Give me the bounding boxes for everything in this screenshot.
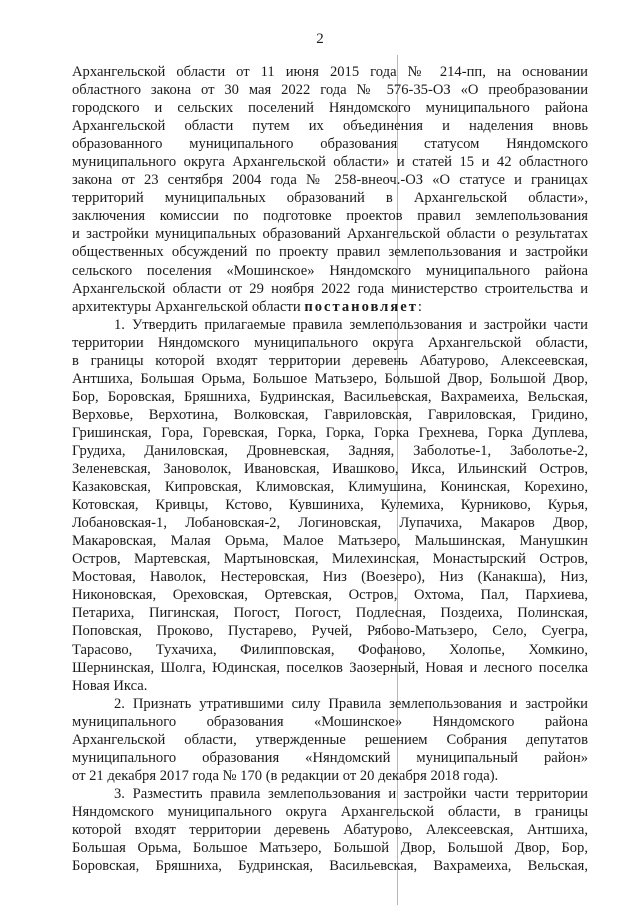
text-line: Макаровская, Малая Орьма, Малое Матьзеро, Мальшинская, Манушкин [72,533,588,550]
text-line: Няндомского муниципального округа Архангельской области, в границы [72,803,588,820]
text-line: образованного муниципального образования статусом Няндомского [72,136,588,153]
text-line: закона от 23 сентября 2004 года № 258-внеоч.-ОЗ «О статусе и границах [72,172,588,189]
text-line: Боровская, Бряшниха, Будринская, Васильевская, Вахрамеиха, Вельская, [72,858,588,875]
text-line: Антшиха, Большая Орьма, Большое Матьзеро, Большой Двор, Большой Двор, [72,370,588,387]
text-line: и застройки муниципальных образований Архангельской области о результатах [72,226,588,243]
preamble-paragraph [72,63,588,316]
text-line: Гришинская, Гора, Горевская, Горка, Горка, Горка Грехнева, Горка Дуплева, [72,424,588,441]
paragraph-1 [72,316,588,695]
text-line: Зеленевская, Зановолок, Ивановская, Ивашково, Икса, Ильинский Остров, [72,461,588,478]
text-line: территорий муниципальных образований в Архангельской области», [72,190,588,207]
text-line: которой входят территории деревень Абатурово, Алексеевская, Антшиха, [72,821,588,838]
text-line: Лобановская-1, Лобановская-2, Логиновская, Лупачиха, Макаров Двор, [72,515,588,532]
text-line: Верховье, Верхотина, Волковская, Гавриловская, Гавриловская, Гридино, [72,406,588,423]
text-line: Мостовая, Наволок, Нестеровская, Низ (Воезеро), Низ (Канакша), Низ, [72,569,588,586]
text-fragment: : [417,298,422,315]
text-line: в границы которой входят территории деревень Абатурово, Алексеевская, [72,352,588,369]
text-line: Никоновская, Ореховская, Ортевская, Остров, Охтома, Пал, Пархиева, [72,587,588,604]
text-line: от 21 декабря 2017 года № 170 (в редакции от 20 декабря 2018 года). [72,767,499,784]
text-line: Архангельской области от 29 ноября 2022 года министерство строительства и [72,280,588,297]
text-line: муниципального образования «Мошинское» Няндомского района [72,713,588,730]
text-line: Тарасово, Тухачиха, Филипповская, Фофаново, Холопье, Хомкино, [72,641,588,658]
text-line: Котовская, Кривцы, Кстово, Кувшиниха, Кулемиха, Курниково, Курья, [72,497,588,514]
text-line: Бор, Боровская, Бряшниха, Будринская, Васильевская, Вахрамеиха, Вельская, [72,388,588,405]
text-line: заключения комиссии по подготовке проектов правил землепользования [72,208,588,225]
page-number: 2 [316,31,324,47]
text-line: Казаковская, Кипровская, Климовская, Климушина, Конинская, Корехино, [72,479,588,496]
text-line: Архангельской области от 11 июня 2015 года № 214-пп, на основании [72,64,588,80]
text-line [72,298,588,316]
text-line: 3. Разместить правила землепользования и застройки части территории [114,785,588,802]
text-line: муниципального образования «Няндомский муниципальный район» [72,749,588,766]
text-line: сельского поселения «Мошинское» Няндомского муниципального района [72,262,588,279]
text-line: Большая Орьма, Большое Матьзеро, Большой Двор, Большой Двор, Бор, [72,840,588,857]
text-line: муниципального округа Архангельской области» и статей 15 и 42 областного [72,154,588,171]
text-line: 2. Признать утратившими силу Правила землепользования и застройки [114,695,588,712]
paragraph-2 [72,695,588,785]
resolution-keyword: постановляет [304,298,418,315]
paragraph-3 [72,785,588,875]
text-line: Поповская, Проково, Пустарево, Ручей, Рябово-Матьзеро, Село, Суегра, [72,623,588,640]
text-fragment: архитектуры Архангельской области [72,298,301,315]
text-line: 1. Утвердить прилагаемые правила землепользования и застройки части [114,316,588,333]
text-line: Новая Икса. [72,677,148,694]
text-line: Шернинская, Шолга, Юдинская, поселков Заозерный, Новая и лесного поселка [72,659,588,676]
text-line: Архангельской области путем их объединения и наделения вновь [72,118,588,135]
text-line: областного закона от 30 мая 2022 года № 576-35-ОЗ «О преобразовании [72,82,588,99]
text-line: общественных обсуждений по проекту правил землепользования и застройки [72,244,588,261]
document-body [72,63,588,875]
text-line: Архангельской области, утвержденные решением Собрания депутатов [72,731,588,748]
text-line: Остров, Мартевская, Мартыновская, Милехинская, Монастырский Остров, [72,551,588,568]
text-line: городского и сельских поселений Няндомского муниципального района [72,100,588,117]
text-line: территории Няндомского муниципального округа Архангельской области, [72,334,588,351]
text-line: Петариха, Пигинская, Погост, Погост, Подлесная, Поздеиха, Полинская, [72,605,588,622]
text-line: Грудиха, Даниловская, Дровневская, Задняя, Заболотье-1, Заболотье-2, [72,442,588,459]
